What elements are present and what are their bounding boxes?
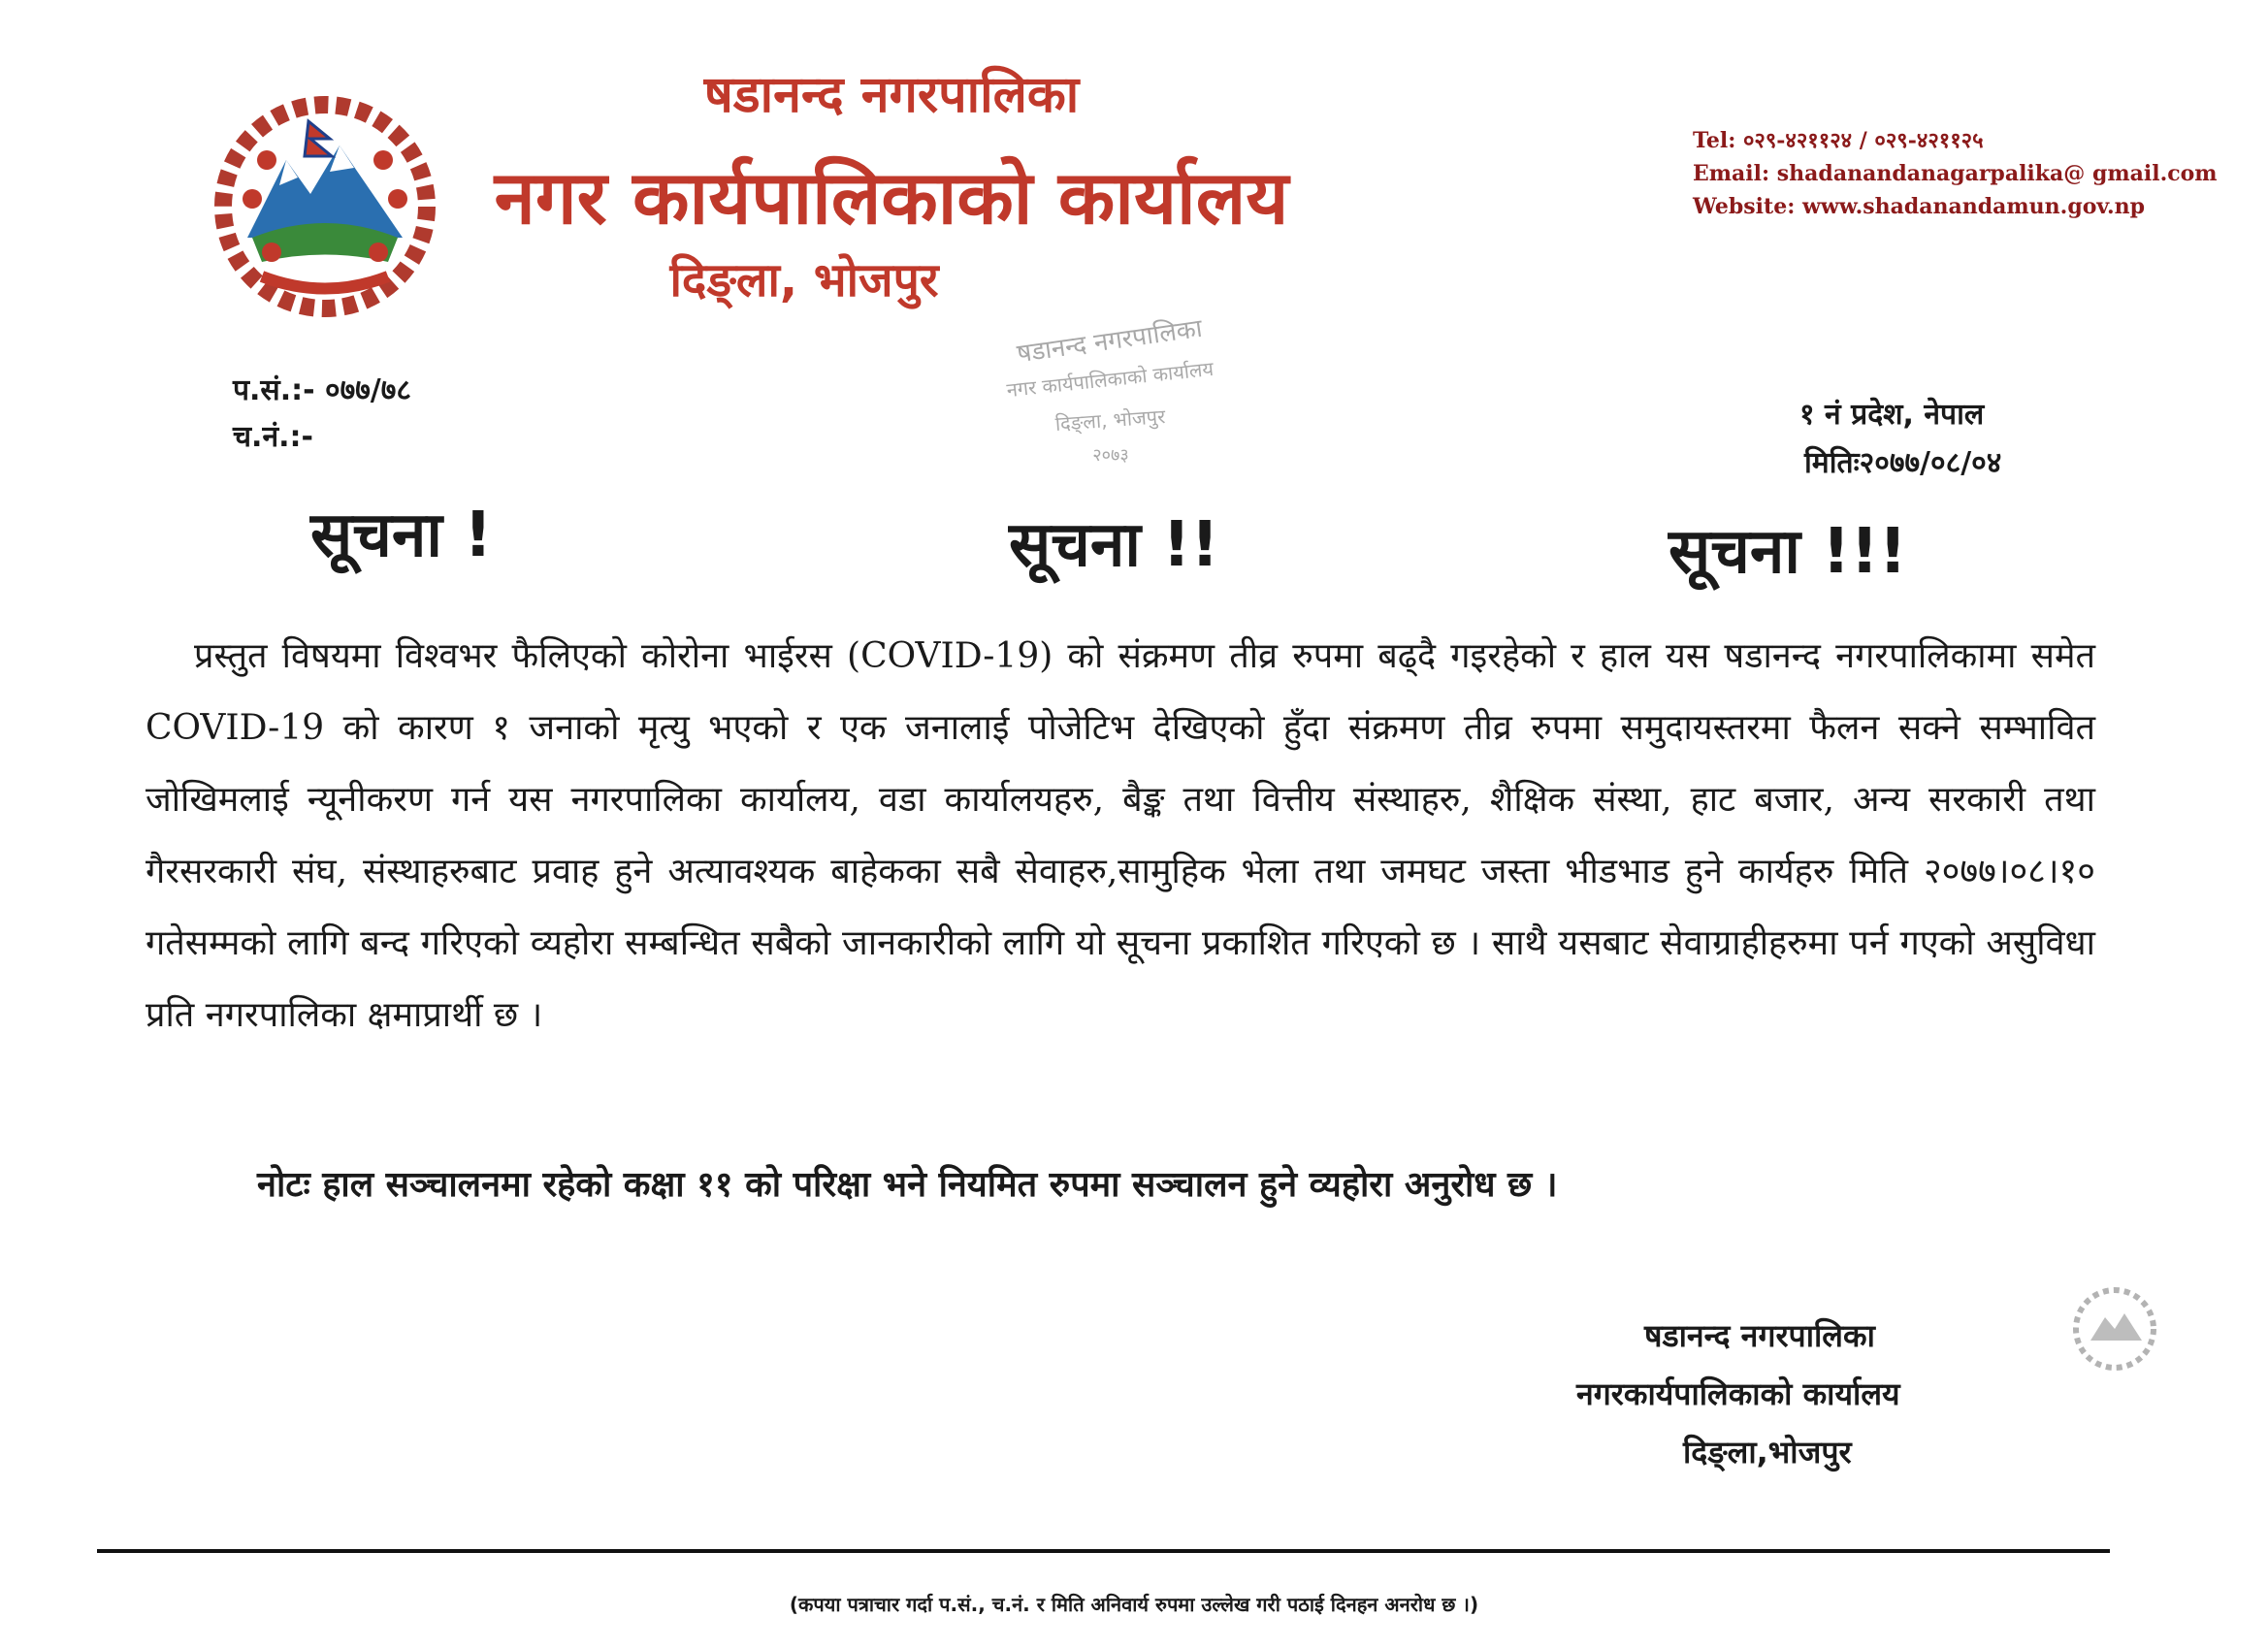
notice-note: नोटः हाल सञ्चालनमा रहेको कक्षा ११ को परिक्षा भने नियमित रुपमा सञ्चालन हुने व्यहोरा अनुरोध छ । xyxy=(257,1165,1558,1205)
notice-body-paragraph: प्रस्तुत विषयमा विश्वभर फैलिएको कोरोना भाईरस (COVID-19) को संक्रमण तीव्र रुपमा बढ्दै गइरहेको र हाल यस षडानन्द नगरपालिकामा समेत COVID-19 को कारण १ जनाको मृत्यु भएको र एक जनालाई पोजेटिभ देखिएको हुँदा संक्रमण तीव्र रुपमा समुदायस्तरमा फैलन सक्ने सम्भावित जोखिमलाई न्यूनीकरण गर्न यस नगरपालिका कार्यालय, वडा कार्यालयहरु, बैङ्क तथा वित्तीय संस्थाहरु, शैक्षिक संस्था, हाट बजार, अन्य सरकारी तथा गैरसरकारी संघ, संस्थाहरुबाट प्रवाह हुने अत्यावश्यक बाहेकका सबै सेवाहरु,सामुहिक भेला तथा जमघट जस्ता भीडभाड हुने कार्यहरु मिति २०७७।०८।१० गतेसम्मको लागि बन्द गरिएको व्यहोरा सम्बन्धित सबैको जानकारीको लागि यो सूचना प्रकाशित गरिएको छ । साथै यसबाट सेवाग्राहीहरुमा पर्न गएको असुविधा प्रति नगरपालिका क्षमाप्रार्थी छ । xyxy=(146,636,2095,1035)
stamp-line-2: नगर कार्यपालिकाको कार्यालय xyxy=(1005,356,1215,403)
notice-title-3: सूचना !!! xyxy=(1669,516,1907,588)
contact-email: Email: shadanandanagarpalika@ gmail.com xyxy=(1693,161,2218,186)
contact-tel: Tel: ०२९-४२११२४ / ०२९-४२११२५ xyxy=(1693,128,1984,153)
office-name: नगर कार्यपालिकाको कार्यालय xyxy=(494,154,1289,241)
stamp-line-1: षडानन्द नगरपालिका xyxy=(1015,313,1205,370)
signature-location: दिङ्ला,भोजपुर xyxy=(1683,1434,1852,1471)
notice-title-2: सूचना !! xyxy=(1009,509,1219,581)
office-stamp xyxy=(980,310,1242,475)
footer-note: (कपया पत्राचार गर्दा प.सं., च.नं. र मिति अनिवार्य रुपमा उल्लेख गरी पठाई दिनहन अनरोध छ ।) xyxy=(789,1593,1479,1616)
contact-website: Website: www.shadanandamun.gov.np xyxy=(1693,194,2145,219)
letter-chn-number: च.नं.:- xyxy=(233,420,313,454)
footer-divider xyxy=(97,1549,2110,1553)
signature-org-name: षडानन्द नगरपालिका xyxy=(1644,1317,1875,1354)
contact-block xyxy=(1693,124,2218,223)
signature-stamp xyxy=(1969,1271,2241,1513)
notice-title-1: सूचना ! xyxy=(310,500,493,571)
signature-office-name: नगरकार्यपालिकाको कार्यालय xyxy=(1576,1375,1900,1412)
province-label: १ नं प्रदेश, नेपाल xyxy=(1799,398,1985,432)
office-location: दिङ्ला, भोजपुर xyxy=(669,253,939,307)
org-name: षडानन्द नगरपालिका xyxy=(703,66,1080,124)
stamp-line-3: दिङ्ला, भोजपुर xyxy=(1054,404,1167,436)
stamp-line-4: २०७३ xyxy=(1092,445,1129,466)
letter-ps-number: प.सं.:- ०७७/७८ xyxy=(233,373,411,407)
notice-date: मितिः२०७७/०८/०४ xyxy=(1804,446,2002,480)
